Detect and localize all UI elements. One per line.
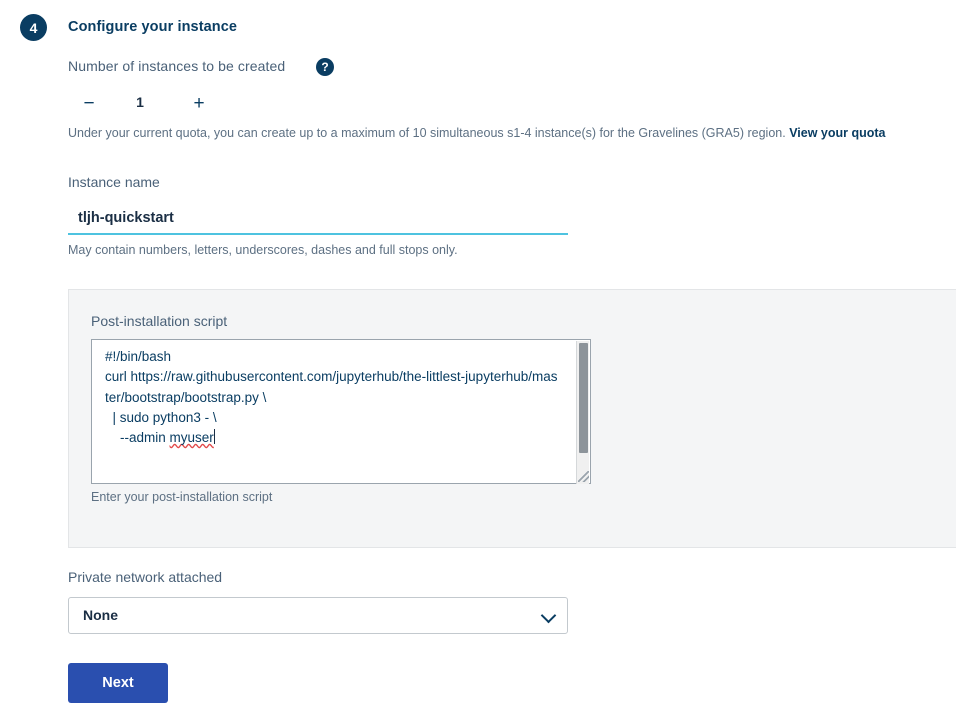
decrement-button[interactable]: − xyxy=(83,93,95,114)
quota-message: Under your current quota, you can create up to a maximum of 10 simultaneous s1-4 instance(s) for the Gravelines (GRA5) region. xyxy=(68,126,786,140)
script-line-4-misspelled-word: myuser xyxy=(169,430,214,446)
post-install-script-textarea[interactable] xyxy=(91,339,591,484)
script-line-1: #!/bin/bash xyxy=(105,349,172,364)
instance-count-stepper[interactable] xyxy=(68,92,218,118)
private-network-selected-value: None xyxy=(83,607,118,623)
script-content xyxy=(105,347,560,448)
step-number-badge: 4 xyxy=(20,14,47,41)
script-scrollbar[interactable] xyxy=(576,341,589,484)
increment-button[interactable]: + xyxy=(193,93,205,114)
private-network-select[interactable] xyxy=(68,597,568,634)
text-caret xyxy=(214,429,215,444)
instance-name-hint: May contain numbers, letters, underscores, dashes and full stops only. xyxy=(68,243,458,257)
instance-count-value: 1 xyxy=(136,94,144,110)
help-icon[interactable]: ? xyxy=(316,58,334,76)
post-installation-panel xyxy=(68,289,956,548)
chevron-down-icon xyxy=(543,609,555,621)
instances-count-label: Number of instances to be created xyxy=(68,58,286,74)
script-line-4-prefix: --admin xyxy=(105,430,170,446)
post-install-hint: Enter your post-installation script xyxy=(91,490,273,504)
post-install-title: Post-installation script xyxy=(91,313,228,329)
instance-name-label: Instance name xyxy=(68,174,160,190)
view-quota-link[interactable]: View your quota xyxy=(789,126,886,140)
textarea-resize-handle[interactable] xyxy=(578,471,589,482)
private-network-label: Private network attached xyxy=(68,569,223,585)
quota-text xyxy=(68,126,886,140)
script-line-2: curl https://raw.githubusercontent.com/jupyterhub/the-littlest-jupyterhub/master/bootstrap/bootstrap.py \ xyxy=(105,369,558,405)
script-line-3: | sudo python3 - \ xyxy=(105,409,217,425)
next-button[interactable]: Next xyxy=(68,663,168,703)
script-scrollbar-thumb[interactable] xyxy=(579,343,588,453)
page-title: Configure your instance xyxy=(68,19,238,35)
instance-name-input[interactable] xyxy=(68,203,568,235)
